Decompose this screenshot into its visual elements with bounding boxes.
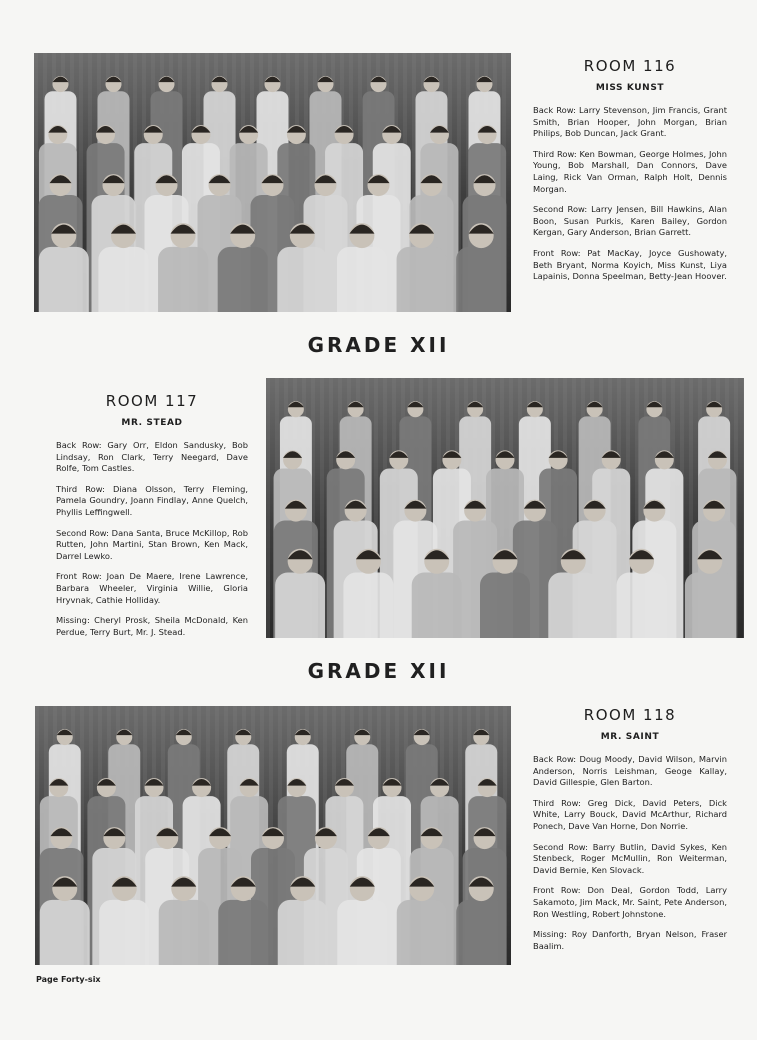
- roster-third-row: Third Row: Ken Bowman, George Holmes, John Young, Bob Marshall, Dan Connors, Dave Laing, Rick Van Orman, Ralph Holt, Dennis Morgan.: [533, 148, 727, 194]
- grade-heading: GRADE XII: [307, 333, 450, 357]
- teacher-name: MR. STEAD: [121, 418, 183, 428]
- roster-front-row: Front Row: Pat MacKay, Joyce Gushowaty, Beth Bryant, Norma Koyich, Miss Kunst, Liya Lapainis, Donna Speelman, Betty-Jean Hoover.: [533, 247, 727, 282]
- roster-front-row: Front Row: Don Deal, Gordon Todd, Larry Sakamoto, Jim Mack, Mr. Saint, Pete Anderson, Ron Westling, Robert Johnstone.: [533, 885, 727, 919]
- roster-front-row: Front Row: Joan De Maere, Irene Lawrence, Barbara Wheeler, Virginia Willie, Gloria Hryvnak, Cathie Holliday.: [56, 571, 248, 605]
- class-photo-room-118: [35, 706, 511, 965]
- roster-back-row: Back Row: Gary Orr, Eldon Sandusky, Bob Lindsay, Ron Clark, Terry Neegard, Dave Rolfe, Tom Castles.: [56, 440, 248, 474]
- caption-room-117: [56, 392, 248, 647]
- roster-second-row: Second Row: Dana Santa, Bruce McKillop, Rob Rutten, John Martini, Stan Brown, Ken Mack, Darrel Lewko.: [56, 527, 248, 561]
- roster-missing: Missing: Roy Danforth, Bryan Nelson, Fraser Baalim.: [533, 929, 727, 951]
- class-photo-room-116-figures: [34, 53, 511, 312]
- roster-third-row: Third Row: Diana Olsson, Terry Fleming, Pamela Goundry, Joann Findlay, Anne Quelch, Phyllis Leffingwell.: [56, 483, 248, 517]
- grade-heading: GRADE XII: [307, 659, 450, 683]
- class-photo-room-118-figures: [35, 706, 511, 965]
- room-title: ROOM 117: [105, 392, 199, 410]
- roster-back-row: Back Row: Doug Moody, David Wilson, Marvin Anderson, Norris Leishman, Geoge Kallay, David Gillespie, Glen Barton.: [533, 754, 727, 788]
- caption-room-116: [533, 57, 727, 292]
- class-photo-room-116: [34, 53, 511, 312]
- teacher-name: MR. SAINT: [600, 732, 660, 742]
- teacher-name: MISS KUNST: [595, 83, 665, 93]
- roster-second-row: Second Row: Barry Butlin, David Sykes, Ken Stenbeck, Roger McMullin, Ron Weiterman, David Bernie, Ken Slovack.: [533, 841, 727, 875]
- roster-second-row: Second Row: Larry Jensen, Bill Hawkins, Alan Boon, Susan Purkis, Karen Bailey, Gordon Kergan, Gary Anderson, Brian Garrett.: [533, 204, 727, 238]
- roster-missing: Missing: Cheryl Prosk, Sheila McDonald, Ken Perdue, Terry Burt, Mr. J. Stead.: [56, 615, 248, 637]
- class-photo-room-117: [266, 378, 744, 638]
- roster-third-row: Third Row: Greg Dick, David Peters, Dick White, Larry Bouck, David McArthur, Richard Ponech, Dave Van Horne, Don Norrie.: [533, 797, 727, 831]
- room-title: ROOM 116: [583, 57, 677, 75]
- page-footer: Page Forty-six: [36, 975, 101, 984]
- caption-room-118: [533, 706, 727, 961]
- roster-back-row: Back Row: Larry Stevenson, Jim Francis, Grant Smith, Brian Hooper, John Morgan, Brian Philips, Bob Duncan, Jack Grant.: [533, 105, 727, 139]
- room-title: ROOM 118: [583, 706, 677, 724]
- class-photo-room-117-figures: [266, 378, 744, 638]
